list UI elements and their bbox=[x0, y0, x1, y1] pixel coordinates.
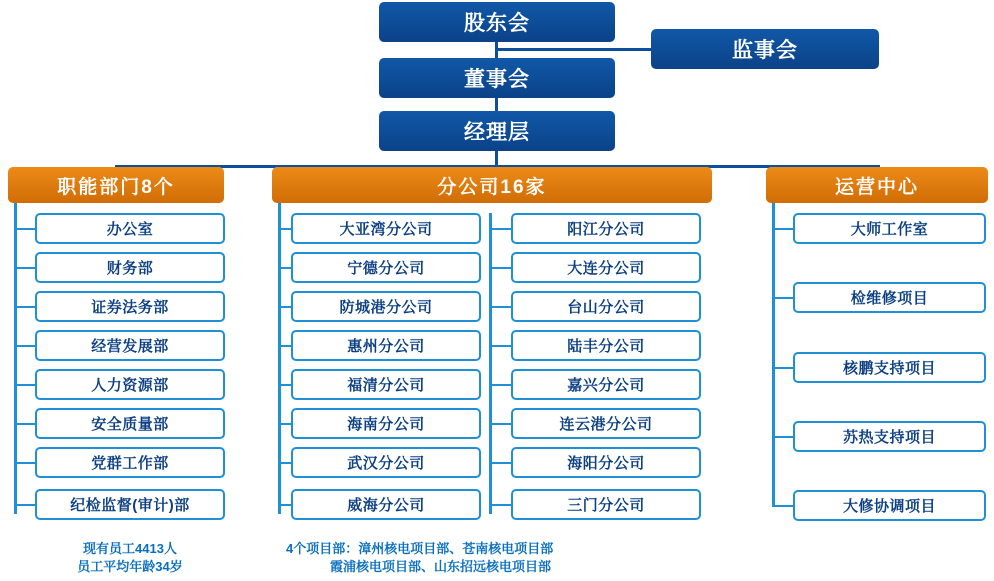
rung-branches-right bbox=[489, 423, 511, 425]
list-item-branch[interactable]: 陆丰分公司 bbox=[511, 330, 701, 361]
rung-operations bbox=[772, 436, 794, 438]
rung-branches-left bbox=[278, 423, 292, 425]
note-project-departments-line2: 霞浦核电项目部、山东招远核电项目部 bbox=[330, 559, 552, 574]
list-item-functional[interactable]: 办公室 bbox=[35, 213, 225, 244]
rung-operations bbox=[772, 228, 794, 230]
rung-branches-right bbox=[489, 345, 511, 347]
rung-operations bbox=[772, 505, 794, 507]
rung-functional bbox=[14, 267, 36, 269]
list-item-operations[interactable]: 大修协调项目 bbox=[793, 490, 986, 521]
list-item-branch[interactable]: 宁德分公司 bbox=[291, 252, 481, 283]
rung-functional bbox=[14, 306, 36, 308]
list-item-functional[interactable]: 党群工作部 bbox=[35, 447, 225, 478]
node-supervisors[interactable]: 监事会 bbox=[651, 29, 879, 69]
connector-board-management bbox=[495, 98, 498, 111]
rung-operations bbox=[772, 367, 794, 369]
spine-operations bbox=[772, 203, 775, 506]
list-item-operations[interactable]: 大师工作室 bbox=[793, 213, 986, 244]
rung-functional bbox=[14, 345, 36, 347]
list-item-functional[interactable]: 纪检监督(审计)部 bbox=[35, 489, 225, 520]
header-branches[interactable]: 分公司16家 bbox=[272, 167, 712, 203]
rung-branches-left bbox=[278, 306, 292, 308]
header-functional-departments[interactable]: 职能部门8个 bbox=[8, 167, 224, 203]
list-item-branch[interactable]: 三门分公司 bbox=[511, 489, 701, 520]
list-item-branch[interactable]: 威海分公司 bbox=[291, 489, 481, 520]
list-item-functional[interactable]: 人力资源部 bbox=[35, 369, 225, 400]
list-item-functional[interactable]: 财务部 bbox=[35, 252, 225, 283]
rung-branches-left bbox=[278, 462, 292, 464]
rung-operations bbox=[772, 297, 794, 299]
rung-branches-right bbox=[489, 384, 511, 386]
list-item-functional[interactable]: 经营发展部 bbox=[35, 330, 225, 361]
rung-functional bbox=[14, 228, 36, 230]
list-item-branch[interactable]: 大亚湾分公司 bbox=[291, 213, 481, 244]
rung-functional bbox=[14, 462, 36, 464]
list-item-branch[interactable]: 大连分公司 bbox=[511, 252, 701, 283]
node-shareholders[interactable]: 股东会 bbox=[379, 2, 615, 42]
rung-functional bbox=[14, 384, 36, 386]
rung-branches-left bbox=[278, 228, 292, 230]
spine-branches-right bbox=[489, 213, 492, 514]
rung-functional bbox=[14, 504, 36, 506]
list-item-operations[interactable]: 检维修项目 bbox=[793, 282, 986, 313]
list-item-branch[interactable]: 阳江分公司 bbox=[511, 213, 701, 244]
rung-branches-right bbox=[489, 462, 511, 464]
rung-branches-left bbox=[278, 504, 292, 506]
rung-branches-right bbox=[489, 267, 511, 269]
note-employee-count: 现有员工4413人 bbox=[83, 541, 177, 556]
list-item-branch[interactable]: 台山分公司 bbox=[511, 291, 701, 322]
rung-branches-right bbox=[489, 306, 511, 308]
list-item-branch[interactable]: 福清分公司 bbox=[291, 369, 481, 400]
header-operations-center[interactable]: 运营中心 bbox=[766, 167, 988, 203]
list-item-branch[interactable]: 海南分公司 bbox=[291, 408, 481, 439]
rung-functional bbox=[14, 423, 36, 425]
rung-branches-left bbox=[278, 345, 292, 347]
list-item-operations[interactable]: 核鹏支持项目 bbox=[793, 352, 986, 383]
rung-branches-right bbox=[489, 228, 511, 230]
list-item-operations[interactable]: 苏热支持项目 bbox=[793, 421, 986, 452]
list-item-branch[interactable]: 连云港分公司 bbox=[511, 408, 701, 439]
rung-branches-right bbox=[489, 504, 511, 506]
note-average-age: 员工平均年龄34岁 bbox=[77, 559, 183, 574]
list-item-functional[interactable]: 证券法务部 bbox=[35, 291, 225, 322]
node-management[interactable]: 经理层 bbox=[379, 111, 615, 151]
list-item-branch[interactable]: 惠州分公司 bbox=[291, 330, 481, 361]
node-board[interactable]: 董事会 bbox=[379, 58, 615, 98]
connector-supervisors-horizontal bbox=[495, 48, 653, 51]
list-item-functional[interactable]: 安全质量部 bbox=[35, 408, 225, 439]
note-project-departments-line1: 4个项目部：漳州核电项目部、苍南核电项目部 bbox=[286, 541, 554, 556]
list-item-branch[interactable]: 武汉分公司 bbox=[291, 447, 481, 478]
list-item-branch[interactable]: 防城港分公司 bbox=[291, 291, 481, 322]
list-item-branch[interactable]: 嘉兴分公司 bbox=[511, 369, 701, 400]
spine-branches bbox=[278, 203, 281, 514]
list-item-branch[interactable]: 海阳分公司 bbox=[511, 447, 701, 478]
rung-branches-left bbox=[278, 384, 292, 386]
spine-functional bbox=[14, 203, 17, 514]
rung-branches-left bbox=[278, 267, 292, 269]
